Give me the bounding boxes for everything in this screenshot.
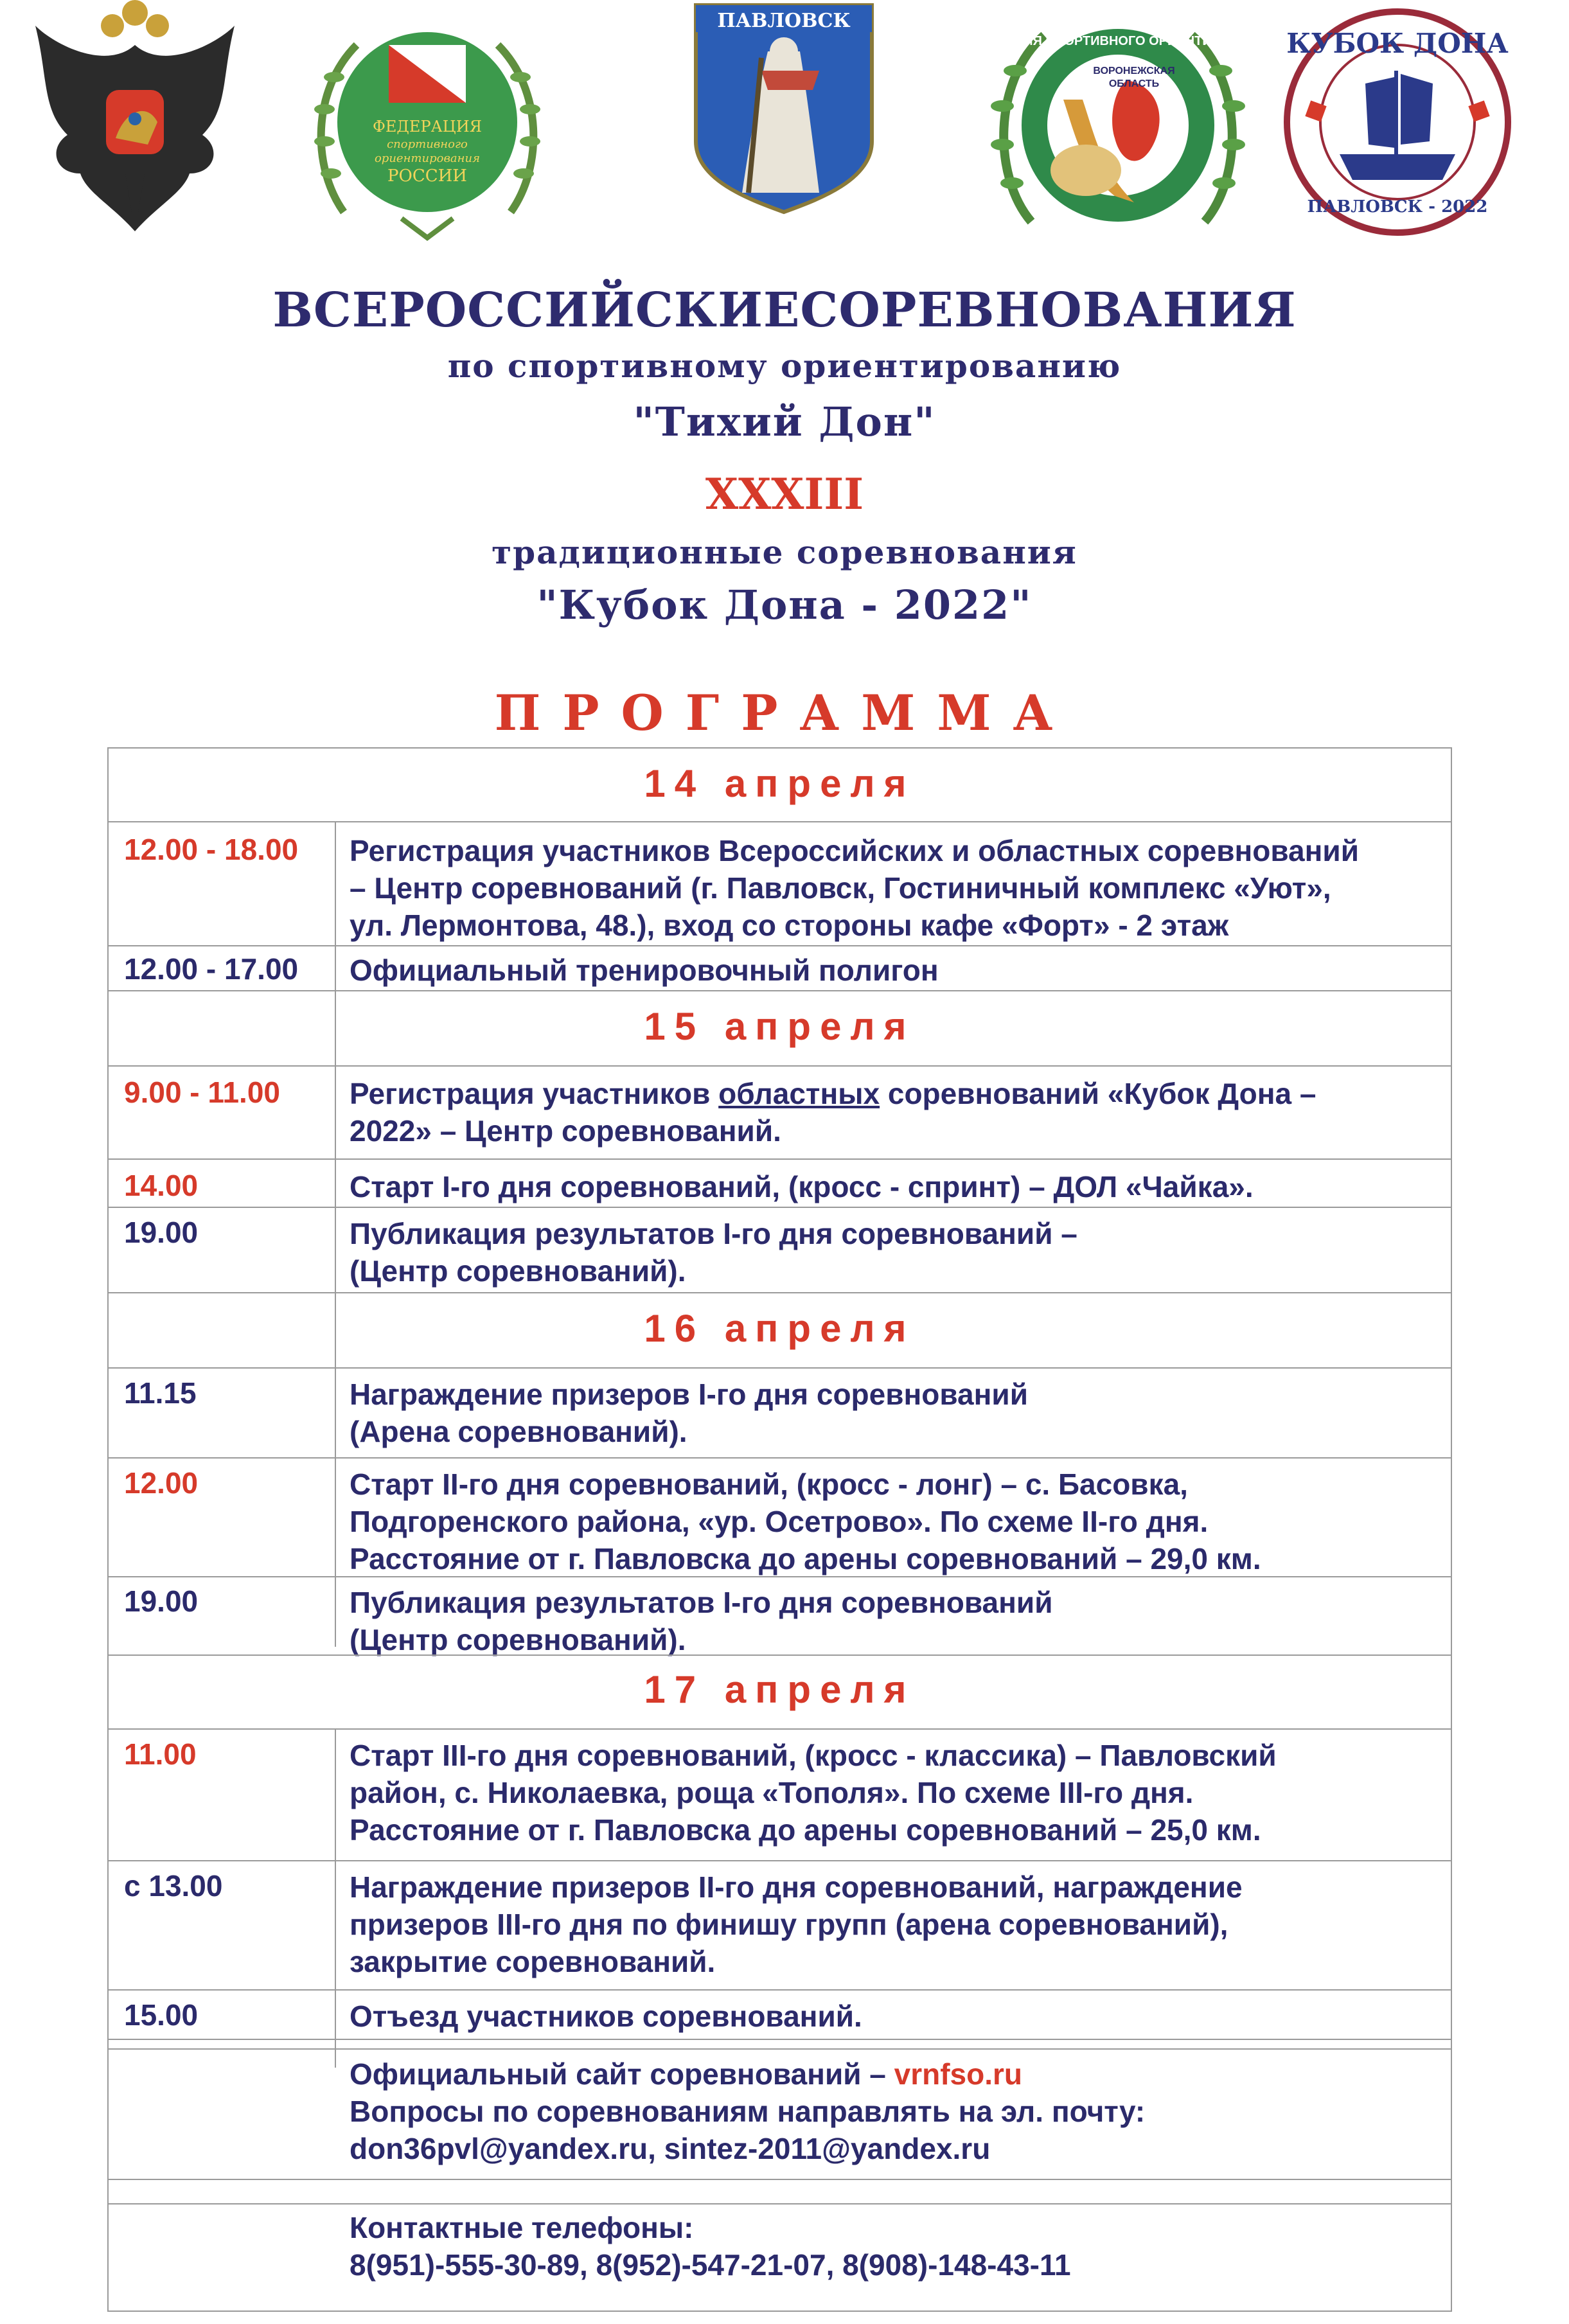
logo-strip [0,0,1569,257]
subtitle: по спортивному ориентированию [447,347,1122,385]
desc-line: (Арена соревнований). [350,1415,687,1448]
divider [107,1654,1452,1656]
row-time: 11.15 [124,1376,197,1410]
row-description [350,1215,1442,1290]
questions-line: Вопросы по соревнованиям направлять на эл. почту: [350,2095,1146,2128]
desc-line: закрытие соревнований. [350,1945,716,1978]
desc-line: Старт I-го дня соревнований, (кросс - спринт) – ДОЛ «Чайка». [350,1170,1254,1203]
desc-line: (Центр соревнований). [350,1254,686,1288]
desc-line: Официальный тренировочный полигон [350,954,939,987]
row-description [350,1868,1442,1980]
row-time: 19.00 [124,1216,199,1249]
voronezh-ring-text: ФЕДЕРАЦИЯ СПОРТИВНОГО ОРИЕНТИРОВАНИЯ [960,34,1276,48]
site-info [350,2055,1442,2167]
desc-prefix: Регистрация участников [350,1077,719,1110]
day-heading-14: 14 апреля [644,762,916,805]
desc-underlined: областных [718,1077,880,1110]
event-name: "Тихий Дон" [633,398,936,445]
divider [107,1207,1452,1208]
divider [107,821,1452,822]
desc-line: Награждение призеров I-го дня соревнований [350,1378,1028,1411]
row-time: 12.00 - 17.00 [124,952,299,986]
desc-line [350,1075,1442,1112]
divider [107,1860,1452,1861]
fsor-federation-logo [305,13,549,244]
row-time: 14.00 [124,1169,199,1202]
edition-number: XXXIII [705,469,864,519]
cup-name: "Кубок Дона - 2022" [536,581,1033,628]
row-description [350,1075,1442,1149]
divider [107,1576,1452,1577]
desc-line: ул. Лермонтова, 48.), вход со стороны кафе «Форт» - 2 этаж [350,909,1229,942]
row-time: 11.00 [124,1737,197,1771]
site-line [350,2055,1442,2093]
fsor-line3: ориентирования [374,152,481,165]
row-description [350,832,1442,944]
row-time: 12.00 - 18.00 [124,833,299,866]
divider [107,2179,1452,2180]
desc-line: – Центр соревнований (г. Павловск, Гостиничный комплекс «Уют», [350,871,1331,905]
divider [107,2203,1452,2204]
column-divider [335,1728,336,2068]
email-links[interactable]: don36pvl@yandex.ru, sintez-2011@yandex.ru [350,2132,991,2165]
main-title: ВСЕРОССИЙСКИЕСОРЕВНОВАНИЯ [272,283,1297,338]
row-time: 19.00 [124,1584,199,1618]
divider [107,2039,1452,2040]
day-heading-16: 16 апреля [644,1307,916,1350]
site-link[interactable]: vrnfso.ru [894,2057,1023,2091]
column-divider [335,1367,336,1647]
desc-line: Награждение призеров II-го дня соревнований, награждение [350,1870,1243,1904]
fsor-line2: спортивного [387,137,468,151]
desc-line: (Центр соревнований). [350,1623,686,1656]
divider [107,1728,1452,1730]
divider [107,1158,1452,1160]
kubok-bottom-text: ПАВЛОВСК - 2022 [1307,197,1488,217]
row-description [350,1584,1442,1658]
site-prefix: Официальный сайт соревнований – [350,2057,894,2091]
kubok-dona-logo [1282,6,1513,238]
day-heading-15: 15 апреля [644,1005,916,1048]
desc-line: Старт III-го дня соревнований, (кросс - классика) – Павловский [350,1739,1277,1772]
row-time: с 13.00 [124,1869,223,1903]
voronezh-region-line2: ОБЛАСТЬ [1108,78,1160,89]
phones-label: Контактные телефоны: [350,2211,694,2244]
desc-line: район, с. Николаевка, роща «Тополя». По схеме III-го дня. [350,1776,1194,1809]
row-description [350,952,1442,989]
day-heading-17: 17 апреля [644,1668,916,1711]
divider [107,1367,1452,1369]
row-description [350,1998,1442,2035]
pavlovsk-coat-of-arms [691,0,877,215]
row-time: 15.00 [124,1998,199,2032]
phone-numbers[interactable]: 8(951)-555-30-89, 8(952)-547-21-07, 8(908)-148-43-11 [350,2248,1071,2282]
desc-line: призеров III-го дня по финишу групп (арена соревнований), [350,1908,1228,1941]
desc-line: Расстояние от г. Павловска до арены соревнований – 29,0 км. [350,1542,1261,1575]
desc-line: Регистрация участников Всероссийских и областных соревнований [350,834,1359,867]
fsor-line1: ФЕДЕРАЦИЯ [372,118,483,136]
row-description [350,1168,1442,1205]
divider [107,1292,1452,1293]
program-heading: ПРОГРАММА [494,684,1075,741]
divider [107,2048,1452,2050]
divider [107,1065,1452,1067]
desc-line: Публикация результатов I-го дня соревнований – [350,1217,1077,1250]
russian-eagle-emblem [29,0,241,238]
row-description [350,1376,1442,1450]
divider [107,945,1452,946]
voronezh-federation-logo [960,10,1276,247]
voronezh-region-line1: ВОРОНЕЖСКАЯ [1093,66,1175,76]
desc-line: 2022» – Центр соревнований. [350,1114,781,1148]
pavlovsk-banner: ПАВЛОВСК [717,10,851,32]
divider [107,1989,1452,1991]
phone-info [350,2209,1442,2284]
desc-line: Старт II-го дня соревнований, (кросс - лонг) – с. Басовка, [350,1468,1188,1501]
desc-line: Расстояние от г. Павловска до арены соревнований – 25,0 км. [350,1813,1261,1847]
divider [107,1457,1452,1459]
row-description [350,1737,1442,1849]
desc-suffix: соревнований «Кубок Дона – [880,1077,1316,1110]
fsor-line4: РОССИИ [387,166,467,186]
row-description [350,1466,1442,1577]
row-time: 9.00 - 11.00 [124,1076,280,1109]
desc-line: Публикация результатов I-го дня соревнований [350,1586,1053,1619]
divider [107,990,1452,991]
tradition-line: традиционные соревнования [492,533,1077,571]
desc-line: Отъезд участников соревнований. [350,2000,862,2033]
kubok-top-text: КУБОК ДОНА [1286,28,1509,59]
desc-line: Подгоренского района, «ур. Осетрово». По схеме II-го дня. [350,1505,1209,1538]
row-time: 12.00 [124,1466,199,1500]
